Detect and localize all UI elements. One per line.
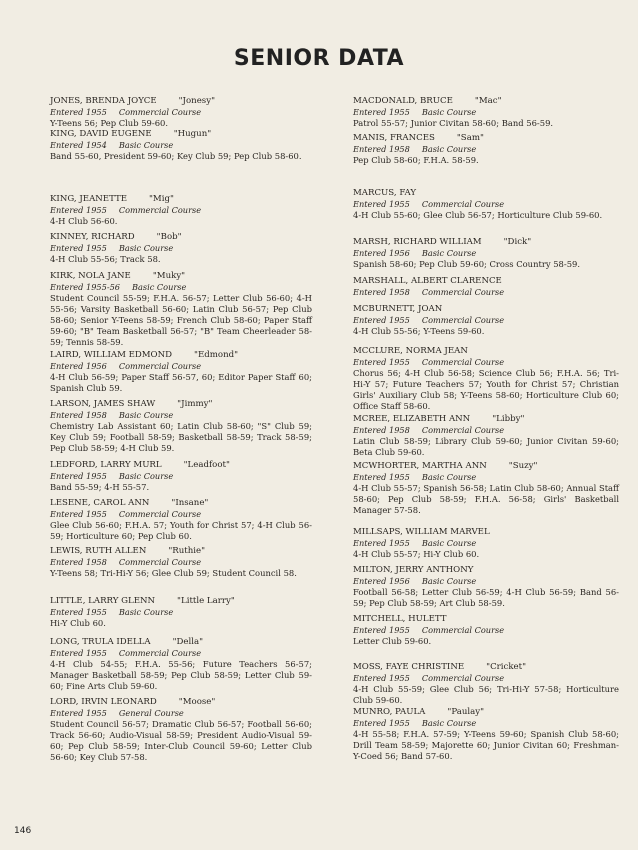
course: Commercial Course	[118, 205, 202, 215]
entered-year: Entered 1955	[50, 648, 107, 658]
entered-year: Entered 1955	[50, 471, 107, 481]
course: Basic Course	[421, 538, 477, 548]
senior-entry	[50, 129, 312, 162]
activities: Glee Club 56-60; F.H.A. 57; Youth for Christ 57; 4-H Club 56-59; Horticulture 60; Pep Club 60.	[50, 519, 312, 541]
senior-nickname: "Ruthie"	[168, 546, 206, 556]
activities: 4-H Club 55-60; Glee Club 56-57; Horticulture Club 59-60.	[353, 209, 603, 220]
entered-year: Entered 1955	[353, 538, 410, 548]
senior-entry	[353, 188, 619, 221]
senior-entry	[353, 133, 619, 166]
activities: Pep Club 58-60; F.H.A. 58-59.	[353, 154, 479, 165]
senior-nickname: "Mac"	[474, 96, 502, 106]
senior-name: LEWIS, RUTH ALLEN	[50, 546, 147, 556]
senior-entry	[353, 461, 619, 516]
activities: Y-Teens 56; Pep Club 59-60.	[50, 117, 169, 128]
entered-year: Entered 1955	[353, 472, 410, 482]
course: Commercial Course	[421, 357, 505, 367]
activities: Football 56-58; Letter Club 56-59; 4-H Club 56-59; Band 56-59; Pep Club 58-59; Art Club 58-59.	[353, 586, 619, 608]
course: Basic Course	[421, 718, 477, 728]
senior-name: LONG, TRULA IDELLA	[50, 637, 151, 647]
senior-name: MILTON, JERRY ANTHONY	[353, 565, 474, 575]
senior-name: MCBURNETT, JOAN	[353, 304, 443, 314]
entered-year: Entered 1955	[353, 357, 410, 367]
course: Commercial Course	[118, 648, 202, 658]
senior-nickname: "Suzy"	[508, 461, 538, 471]
senior-name: LORD, IRVIN LEONARD	[50, 697, 157, 707]
activities: Hi-Y Club 60.	[50, 617, 106, 628]
course: Commercial Course	[421, 287, 505, 297]
course: Basic Course	[118, 471, 174, 481]
senior-nickname: "Hugun"	[173, 129, 212, 139]
activities: 4-H Club 55-56; Track 58.	[50, 253, 161, 264]
senior-nickname: "Mig"	[148, 194, 174, 204]
senior-entry	[50, 460, 312, 493]
senior-name: MARSHALL, ALBERT CLARENCE	[353, 276, 502, 286]
course: Basic Course	[132, 282, 187, 292]
activities: Student Council 56-57; Dramatic Club 56-57; Football 56-60; Track 56-60; Audio-Visual 58-59; President Audio-Visual 59-60; Pep Club 58-59; Inter-Club Council 59-60; Letter Club 56-60; Key Club 57-58.	[50, 718, 312, 762]
course: General Course	[118, 708, 184, 718]
entered-year: Entered 1956	[50, 361, 107, 371]
senior-nickname: "Libby"	[492, 414, 525, 424]
entered-year: Entered 1955	[50, 607, 107, 617]
senior-entry	[353, 414, 619, 458]
activities: Spanish 58-60; Pep Club 59-60; Cross Country 58-59.	[353, 258, 581, 269]
senior-entry	[50, 596, 312, 629]
senior-entry	[50, 697, 312, 763]
activities: 4-H Club 56-59; Paper Staff 56-57, 60; Editor Paper Staff 60; Spanish Club 59.	[50, 371, 312, 393]
course: Basic Course	[118, 243, 174, 253]
course: Basic Course	[421, 144, 477, 154]
course: Commercial Course	[118, 361, 202, 371]
entered-year: Entered 1958	[353, 425, 410, 435]
senior-name: LEDFORD, LARRY MURL	[50, 460, 162, 470]
activities: Letter Club 59-60.	[353, 635, 432, 646]
senior-nickname: "Paulay"	[447, 707, 485, 717]
activities: 4-H 55-58; F.H.A. 57-59; Y-Teens 59-60; Spanish Club 58-60; Drill Team 58-59; Majorette 60; Junior Civitan 60; Freshman-Y-Coed 56; Band 57-60.	[353, 728, 619, 761]
activities: Chemistry Lab Assistant 60; Latin Club 58-60; "S" Club 59; Key Club 59; Football 58-59; Basketball 58-59; Track 58-59; Pep Club 58-59; 4-H Club 59.	[50, 420, 312, 453]
senior-name: LITTLE, LARRY GLENN	[50, 596, 156, 606]
senior-name: LAIRD, WILLIAM EDMOND	[50, 350, 173, 360]
senior-nickname: "Bob"	[156, 232, 182, 242]
page-number: 146	[14, 826, 32, 836]
senior-entry	[50, 637, 312, 692]
senior-name: MARCUS, FAY	[353, 188, 417, 198]
senior-entry	[50, 546, 312, 579]
entered-year: Entered 1955	[353, 718, 410, 728]
activities: Patrol 55-57; Junior Civitan 58-60; Band 56-59.	[353, 117, 554, 128]
course: Basic Course	[421, 472, 477, 482]
senior-name: MILLSAPS, WILLIAM MARVEL	[353, 527, 490, 537]
senior-nickname: "Cricket"	[486, 662, 527, 672]
senior-nickname: "Muky"	[152, 271, 186, 281]
course: Basic Course	[421, 248, 477, 258]
course: Basic Course	[421, 576, 477, 586]
entered-year: Entered 1955	[50, 205, 107, 215]
course: Commercial Course	[118, 107, 202, 117]
activities: Latin Club 58-59; Library Club 59-60; Junior Civitan 59-60; Beta Club 59-60.	[353, 435, 619, 457]
senior-name: MCREE, ELIZABETH ANN	[353, 414, 471, 424]
course: Basic Course	[118, 607, 174, 617]
course: Commercial Course	[421, 199, 505, 209]
senior-entry	[50, 96, 312, 129]
senior-name: MUNRO, PAULA	[353, 707, 426, 717]
activities: 4-H Club 55-57; Spanish 56-58; Latin Club 58-60; Annual Staff 58-60; Pep Club 58-59; F.H.A. 56-58; Girls' Basketball Manager 57-58.	[353, 482, 619, 515]
senior-name: KIRK, NOLA JANE	[50, 271, 131, 281]
activities: Chorus 56; 4-H Club 56-58; Science Club 56; F.H.A. 56; Tri-Hi-Y 57; Future Teachers 57; Youth for Christ 57; Christian Girls' Auxiliary Club 58; Y-Teens 58-60; Horticulture Club 60; Office Staff 58-60.	[353, 367, 619, 411]
entered-year: Entered 1956	[353, 248, 410, 258]
course: Commercial Course	[421, 425, 505, 435]
course: Commercial Course	[421, 625, 505, 635]
entered-year: Entered 1955	[353, 107, 410, 117]
entered-year: Entered 1958	[50, 410, 107, 420]
activities: 4-H Club 54-55; F.H.A. 55-56; Future Teachers 56-57; Manager Basketball 58-59; Pep Club 58-59; Letter Club 59-60; Fine Arts Club 59-60.	[50, 658, 312, 691]
activities: Band 55-59; 4-H 55-57.	[50, 481, 150, 492]
senior-entry	[353, 662, 619, 706]
senior-entry	[353, 565, 619, 609]
course: Commercial Course	[118, 509, 202, 519]
senior-nickname: "Leadfoot"	[183, 460, 230, 470]
senior-name: KING, DAVID EUGENE	[50, 129, 152, 139]
senior-name: MANIS, FRANCES	[353, 133, 435, 143]
senior-name: MACDONALD, BRUCE	[353, 96, 453, 106]
entered-year: Entered 1955	[50, 509, 107, 519]
senior-nickname: "Edmond"	[194, 350, 239, 360]
entered-year: Entered 1958	[353, 144, 410, 154]
activities: 4-H Club 55-57; Hi-Y Club 60.	[353, 548, 480, 559]
entered-year: Entered 1955	[50, 708, 107, 718]
senior-nickname: "Jonesy"	[178, 96, 216, 106]
senior-entry	[353, 614, 619, 647]
entered-year: Entered 1958	[50, 557, 107, 567]
course: Commercial Course	[118, 557, 202, 567]
activities: Band 55-60, President 59-60; Key Club 59; Pep Club 58-60.	[50, 150, 302, 161]
activities: Student Council 55-59; F.H.A. 56-57; Letter Club 56-60; 4-H 55-56; Varsity Basketball 56-60; Latin Club 56-57; Pep Club 58-60; Senior Y-Teens 58-59; French Club 58-60; Paper Staff 59-60; "B" Team Basketball 56-57; "B" Team Cheerleader 58-59; Tennis 58-59.	[50, 292, 312, 347]
senior-nickname: "Jimmy"	[177, 399, 213, 409]
senior-entry	[353, 276, 619, 298]
entered-year: Entered 1955	[50, 243, 107, 253]
entered-year: Entered 1955	[353, 625, 410, 635]
senior-entry	[353, 304, 619, 337]
course: Basic Course	[118, 410, 174, 420]
senior-entry	[50, 399, 312, 454]
senior-name: MARSH, RICHARD WILLIAM	[353, 237, 482, 247]
senior-nickname: "Della"	[172, 637, 204, 647]
senior-nickname: "Dick"	[503, 237, 532, 247]
senior-name: KINNEY, RICHARD	[50, 232, 135, 242]
senior-name: MCCLURE, NORMA JEAN	[353, 346, 468, 356]
course: Basic Course	[118, 140, 174, 150]
senior-name: KING, JEANETTE	[50, 194, 127, 204]
entered-year: Entered 1955	[50, 107, 107, 117]
entered-year: Entered 1955	[353, 315, 410, 325]
entered-year: Entered 1956	[353, 576, 410, 586]
senior-entry	[50, 232, 312, 265]
senior-name: MITCHELL, HULETT	[353, 614, 447, 624]
page-title: SENIOR DATA	[233, 46, 405, 71]
senior-entry	[50, 194, 312, 227]
senior-name: MCWHORTER, MARTHA ANN	[353, 461, 487, 471]
senior-entry	[353, 237, 619, 270]
course: Commercial Course	[421, 673, 505, 683]
senior-nickname: "Sam"	[456, 133, 484, 143]
senior-entry	[50, 271, 312, 348]
senior-entry	[353, 707, 619, 762]
entered-year: Entered 1955-56	[50, 282, 121, 292]
senior-entry	[50, 498, 312, 542]
senior-name: JONES, BRENDA JOYCE	[50, 96, 157, 106]
activities: 4-H Club 56-60.	[50, 215, 118, 226]
activities: 4-H Club 55-56; Y-Teens 59-60.	[353, 325, 485, 336]
activities: Y-Teens 58; Tri-Hi-Y 56; Glee Club 59; Student Council 58.	[50, 567, 297, 578]
entered-year: Entered 1958	[353, 287, 410, 297]
senior-entry	[353, 96, 619, 129]
senior-entry	[50, 350, 312, 394]
senior-name: LESENE, CAROL ANN	[50, 498, 150, 508]
activities: 4-H Club 55-59; Glee Club 56; Tri-Hi-Y 57-58; Horticulture Club 59-60.	[353, 683, 619, 705]
course: Basic Course	[421, 107, 477, 117]
entered-year: Entered 1954	[50, 140, 107, 150]
senior-entry	[353, 346, 619, 412]
senior-nickname: "Insane"	[171, 498, 209, 508]
entered-year: Entered 1955	[353, 199, 410, 209]
entered-year: Entered 1955	[353, 673, 410, 683]
course: Commercial Course	[421, 315, 505, 325]
senior-name: LARSON, JAMES SHAW	[50, 399, 156, 409]
senior-name: MOSS, FAYE CHRISTINE	[353, 662, 465, 672]
senior-entry	[353, 527, 619, 560]
senior-nickname: "Moose"	[178, 697, 216, 707]
senior-nickname: "Little Larry"	[177, 596, 235, 606]
